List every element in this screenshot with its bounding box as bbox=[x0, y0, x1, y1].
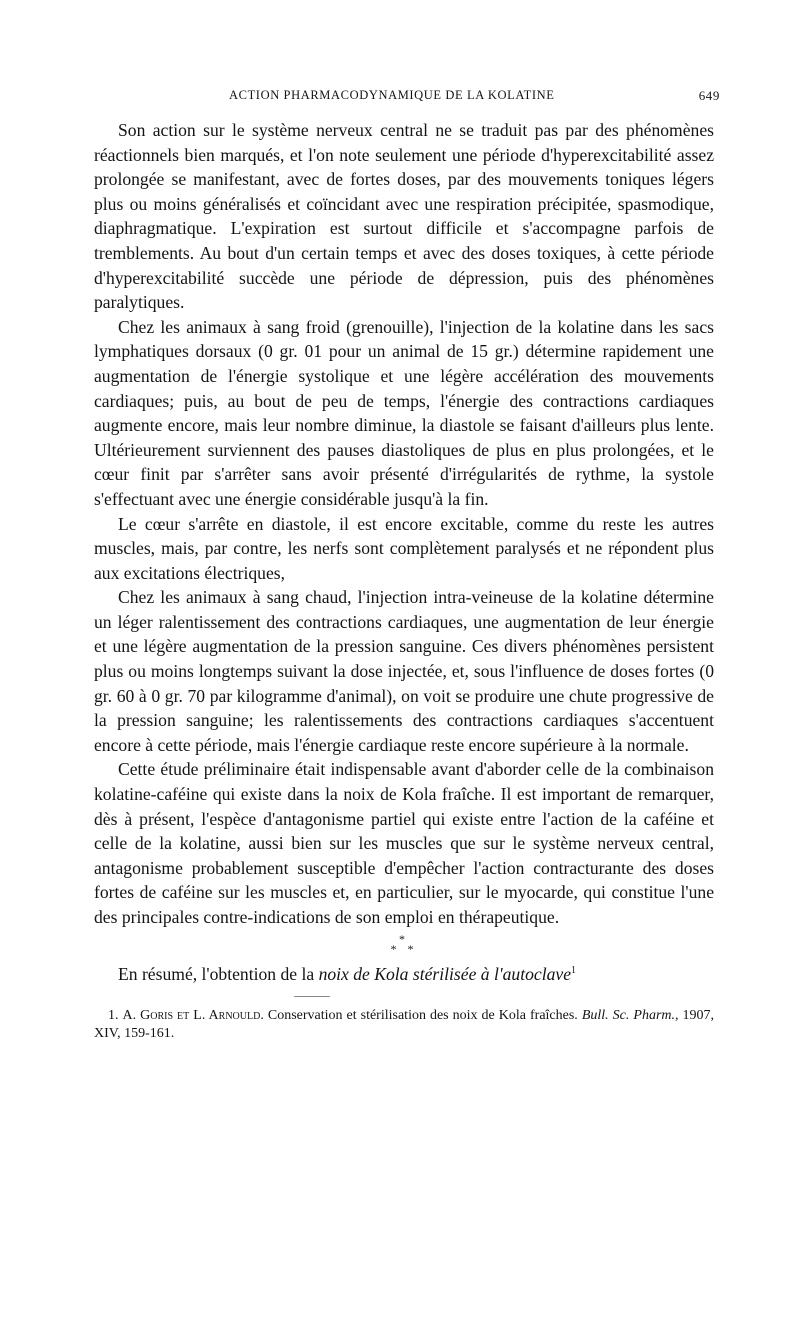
page-header bbox=[94, 80, 720, 110]
footnote-details: , 1907, XIV, 159-161. bbox=[94, 1008, 715, 1042]
footnote-number: 1. bbox=[108, 1008, 119, 1024]
paragraph-cold-blooded: Chez les animaux à sang froid (grenouille), l'injection de la kolatine dans les sacs lymphatiques dorsaux (0 gr. 01 pour un animal de 15 gr.) détermine rapidement une augmentation de l'énergie systolique et une légère accélération des mouvements cardiaques; puis, au bout de peu de temps, l'énergie des contractions cardiaques augmente encore, mais leur nombre diminue, la diastole se faisant d'ailleurs plus lente. Ultérieurement surviennent des pauses diastoliques de plus en plus prolongées, et le cœur finit par s'arrêter sans avoir présenté d'irrégularités de rythme, la systole s'effectuant avec une énergie considérable jusqu'à la fin. bbox=[94, 316, 714, 509]
summary-italic: noix de Kola stérilisée à l'autoclave bbox=[318, 963, 572, 984]
paragraph-warm-blooded: Chez les animaux à sang chaud, l'injection intra-veineuse de la kolatine détermine un léger ralentissement des contractions cardiaques, une augmentation de leur énergie et une légère augmentation de la pression sanguine. Ces divers phénomènes persistent plus ou moins longtemps suivant la dose injectée, et, sous l'influence de doses fortes (0 gr. 60 à 0 gr. 70 par kilogramme d'animal), on voit se produire une chute progressive de la pression sanguine; les ralentissements des contractions cardiaques s'accentuent encore à cette période, mais l'énergie cardiaque reste encore supérieure à la normale. bbox=[94, 587, 714, 755]
body-text bbox=[94, 118, 714, 1043]
paragraph-nervous-system: Son action sur le système nerveux central ne se traduit pas par des phénomènes réactionnels bien marqués, et l'on note seulement une période d'hyperexcitabilité assez prolongée se manifestant, avec de fortes doses, par des mouvements toniques légers plus ou moins généralisés et coïncidant avec une respiration précipitée, spasmodique, diaphragmatique. L'expiration est surtout difficile et s'accompagne parfois de tremblements. Au bout d'un certain temps et avec des doses toxiques, à cette période d'hyperexcitabilité succède une période de dépression, puis des phénomènes paralytiques. bbox=[94, 120, 714, 313]
summary-lead: En résumé, l'obtention de la bbox=[118, 963, 319, 984]
footnote bbox=[94, 1007, 714, 1043]
asterism-bottom: * * bbox=[390, 941, 418, 956]
footnote-authors: A. Goris et L. Arnould. bbox=[122, 1008, 264, 1024]
footnote-journal: Bull. Sc. Pharm. bbox=[581, 1008, 676, 1024]
footnote-title: Conservation et stérilisation des noix de Kola fraîches. bbox=[263, 1008, 578, 1024]
page-number: 649 bbox=[698, 88, 720, 103]
paragraph-heart-arrest: Le cœur s'arrête en diastole, il est encore excitable, comme du reste les autres muscles, mais, par contre, les nerfs sont complètement paralysés et ne répondent plus aux excitations électriques, bbox=[94, 513, 714, 583]
footnote-rule bbox=[294, 996, 330, 997]
paragraph-summary bbox=[94, 962, 714, 987]
paragraph-preliminary-study: Cette étude préliminaire était indispensable avant d'aborder celle de la combinaison kolatine-caféine qui existe dans la noix de Kola fraîche. Il est important de remarquer, dès à présent, l'espèce d'antagonisme partiel qui existe entre l'action de la caféine et celle de la kolatine, aussi bien sur les muscles que sur le système nerveux central, antagonisme probablement susceptible d'empêcher l'action contracturante des doses fortes de caféine sur les muscles et, en particulier, sur le myocarde, qui constitue l'une des principales contre-indications de son emploi en thérapeutique. bbox=[94, 759, 714, 927]
footnote-ref: 1 bbox=[571, 964, 577, 976]
asterism bbox=[94, 931, 714, 960]
asterism-top: * bbox=[399, 931, 409, 946]
document-page bbox=[94, 80, 720, 1043]
running-title: ACTION PHARMACODYNAMIQUE DE LA KOLATINE bbox=[229, 88, 555, 102]
